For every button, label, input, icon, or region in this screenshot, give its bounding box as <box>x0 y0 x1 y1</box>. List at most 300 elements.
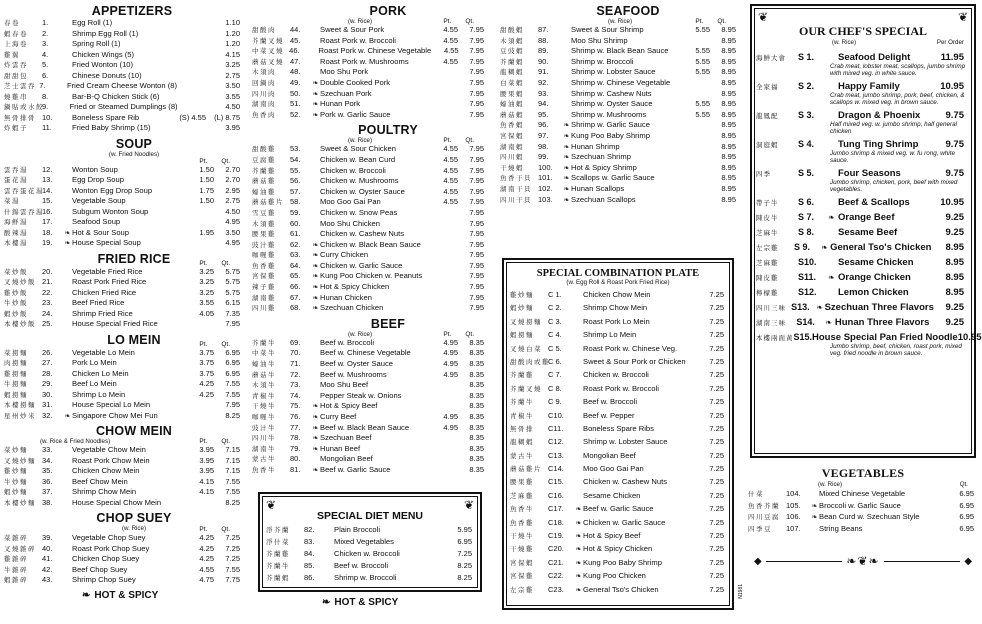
item-number: C10. <box>548 410 564 420</box>
item-number: 66. <box>290 282 301 292</box>
chop-suey-title: CHOP SUEY <box>96 511 172 525</box>
price-quart: 8.35 <box>469 337 484 347</box>
item-number: C22. <box>548 571 564 581</box>
chinese-name: 湖南牛 <box>252 444 276 453</box>
item-price: 9.25 <box>945 212 964 223</box>
menu-item <box>510 355 724 368</box>
item-code: S 1. <box>798 52 815 62</box>
item-name: House Special Fried Rice <box>72 319 158 328</box>
chili-pepper-icon: ❧ <box>312 403 319 411</box>
item-number: 46. <box>289 46 300 56</box>
chinese-name: 全家福 <box>756 83 779 91</box>
item-name: Chicken w. Garlic Sauce <box>320 260 403 270</box>
price-quart: 8.35 <box>469 369 484 379</box>
chinese-name: 魚香芥蘭 <box>748 501 780 510</box>
price-quart: 7.55 <box>225 476 240 486</box>
item-number: 22. <box>42 287 53 297</box>
price-quart: 7.15 <box>225 445 240 454</box>
item-number: 52. <box>290 109 301 119</box>
item-name: Singapore Chow Mei Fun <box>72 410 158 420</box>
item-name: Chicken w. Snow Peas <box>320 207 398 217</box>
item-name: Shrimp w. Chinese Vegetable <box>571 77 671 87</box>
chinese-name: 雞撈麵 <box>4 369 28 378</box>
menu-item <box>510 395 724 408</box>
item-name: General Tso's Chicken <box>830 242 932 253</box>
chinese-name: 蠔油雞 <box>252 187 276 196</box>
menu-item <box>4 477 240 488</box>
menu-item <box>510 435 724 448</box>
chinese-name: 咖喱牛 <box>252 413 276 421</box>
item-number: 37. <box>42 487 53 496</box>
menu-item <box>500 110 736 121</box>
menu-item <box>266 572 472 584</box>
chili-pepper-icon: ❧ <box>312 90 319 98</box>
item-number: 8. <box>42 91 49 101</box>
menu-item <box>500 99 736 110</box>
poultry-ptqt: Pt. Qt. <box>443 137 474 145</box>
chow-mein-subtitle: (w. Rice & Fried Noodles) <box>40 438 111 445</box>
menu-item <box>252 401 484 412</box>
per-order-label: Per Order <box>936 39 964 46</box>
item-number: C18. <box>548 517 564 527</box>
item-name: Hunan Three Flavors <box>834 317 930 328</box>
menu-item <box>252 423 484 434</box>
item-number: 104. <box>786 489 801 498</box>
item-code: S11. <box>798 272 817 282</box>
chinese-name: 白菜蝦 <box>500 78 524 87</box>
chinese-name: 豆豉蝦 <box>500 47 524 56</box>
menu-item <box>252 229 484 240</box>
item-name: Broccoli w. Garlic Sauce <box>819 500 901 510</box>
item-price: 8.95 <box>945 287 964 298</box>
item-number: 74. <box>290 390 301 400</box>
menu-item <box>510 556 724 569</box>
menu-item <box>500 120 736 131</box>
beef-ptqt: Pt. Qt. <box>443 330 474 338</box>
seafood-list <box>500 25 736 205</box>
chef-special-item <box>756 332 982 357</box>
price-pint: 5.55 <box>695 25 710 34</box>
chef-special-row <box>756 197 964 208</box>
item-number: 15. <box>42 196 53 205</box>
chinese-name: 雞雜碎 <box>4 555 28 563</box>
price-quart: 8.95 <box>721 25 736 34</box>
price-quart: 7.95 <box>225 319 240 328</box>
chinese-name: 中菜叉燒 <box>252 47 284 56</box>
price-quart: 8.95 <box>721 56 736 66</box>
price-pint: 4.95 <box>443 422 458 432</box>
combination-plate-subtitle: (w. Egg Roll & Roast Pork Fried Rice) <box>566 279 670 286</box>
price-pint: 4.55 <box>443 46 459 56</box>
column-3 <box>500 0 744 599</box>
menu-item <box>500 67 736 78</box>
chili-pepper-icon: ❧ <box>828 273 835 282</box>
chefs-special-box <box>750 4 982 458</box>
price-quart: 7.95 <box>469 109 484 119</box>
item-number: 103. <box>538 194 553 204</box>
item-number: 83. <box>304 537 315 546</box>
item-number: 93. <box>538 88 549 98</box>
price-quart: 7.95 <box>469 176 484 186</box>
chinese-name: 牛炒麵 <box>4 477 28 486</box>
chefs-special-title: OUR CHEF'S SPECIAL <box>798 24 928 38</box>
price-pint: 4.75 <box>199 575 214 584</box>
menu-item <box>4 60 240 71</box>
item-name: Scallops w. Garlic Sauce <box>571 173 655 183</box>
chili-pepper-icon: ❧ <box>312 79 319 87</box>
price-quart: 7.95 <box>469 250 484 260</box>
menu-item <box>4 277 240 288</box>
item-name: Szechuan Scallops <box>571 194 636 204</box>
item-number: 55. <box>290 165 301 175</box>
chinese-name: 四季 <box>756 170 771 178</box>
chinese-name: 魚香蝦 <box>500 121 524 130</box>
price-quart: 7.25 <box>709 477 724 487</box>
price-quart: 7.25 <box>709 571 724 581</box>
price-pint: 4.55 <box>443 176 458 186</box>
item-number: 71. <box>290 359 301 369</box>
chinese-name: 豆腐雞 <box>252 155 276 164</box>
item-name: Shrimp w. Lobster Sauce <box>571 67 656 77</box>
item-name: Chinese Donuts (10) <box>72 70 142 80</box>
price-quart: 7.25 <box>709 330 724 340</box>
price-quart: 2.70 <box>225 164 240 174</box>
chinese-name: 雪豆雞 <box>252 208 276 217</box>
menu-item <box>4 18 240 29</box>
menu-item <box>4 298 240 309</box>
price-quart: 3.25 <box>225 60 240 69</box>
menu-item <box>4 533 240 544</box>
item-name: House Special Pan Fried Noodle <box>812 332 958 343</box>
item-name: Shrimp w. Lobster Sauce <box>583 437 668 447</box>
chinese-name: 魚香雞 <box>510 518 534 527</box>
menu-item <box>510 382 724 395</box>
item-number: 63. <box>290 250 301 260</box>
chinese-name: 龍糊蝦 <box>500 68 524 77</box>
item-number: 67. <box>290 292 301 302</box>
price-quart: 7.25 <box>709 544 724 554</box>
seafood-ptqt: Pt. Qt. <box>695 18 726 25</box>
price-quart: 8.35 <box>469 359 484 369</box>
scroll-ornament-icon: ❧❦❧ <box>846 554 880 568</box>
price-quart: 8.25 <box>225 497 240 507</box>
menu-item <box>500 78 736 89</box>
price-quart: 8.95 <box>721 35 736 45</box>
price-pint: 4.55 <box>199 564 214 574</box>
menu-item <box>252 293 484 304</box>
chef-special-row <box>756 317 964 328</box>
price-quart: 5.75 <box>225 266 240 276</box>
chinese-name: 腰果雞 <box>252 230 276 239</box>
chili-pepper-icon: ❧ <box>575 519 582 527</box>
item-name: Hot & Spicy Beef <box>583 531 641 541</box>
chinese-name: 陳皮雞 <box>756 274 779 282</box>
chinese-name: 芝麻牛 <box>756 229 779 237</box>
menu-item <box>510 475 724 488</box>
item-price: 9.25 <box>945 302 964 313</box>
item-name: Fried Cream Cheese Wonton (8) <box>67 81 178 90</box>
menu-item <box>4 379 240 390</box>
item-name: Orange Beef <box>838 212 895 223</box>
vegetables-subtitle: (w. Rice) <box>818 481 843 488</box>
item-description: Jumbo shrimp & mixed veg. w. fu rong, white sauce. <box>830 150 955 164</box>
chili-pepper-icon: ❧ <box>828 213 835 222</box>
price-quart: 7.95 <box>469 229 484 239</box>
chinese-name: 豉汁牛 <box>252 423 276 432</box>
beef-title: BEEF <box>370 316 406 331</box>
price-quart: 7.25 <box>709 490 724 500</box>
chinese-name: 魚香干貝 <box>500 174 532 183</box>
price-pint: 1.95 <box>199 227 214 237</box>
item-number: 84. <box>304 549 315 558</box>
item-name: Bar-B-Q Chicken Stick (6) <box>72 91 160 101</box>
item-code: S 9. <box>793 242 810 252</box>
menu-item <box>252 166 484 177</box>
price-quart: 5.95 <box>457 525 472 534</box>
item-price: 8.95 <box>945 272 964 283</box>
chili-pepper-icon: ❧ <box>312 111 319 119</box>
chef-special-item <box>756 272 964 283</box>
price-pint: 4.25 <box>199 389 214 399</box>
price-quart: 6.95 <box>959 523 974 533</box>
item-number: 82. <box>304 525 315 534</box>
price-quart: 7.25 <box>709 517 724 527</box>
menu-item <box>4 81 240 92</box>
menu-item <box>500 46 736 57</box>
item-number: 27. <box>42 358 53 367</box>
chinese-name: 雲吞蛋花湯 <box>4 186 44 195</box>
chinese-name: 雞炒飯 <box>4 288 28 297</box>
price-quart: 8.95 <box>721 183 736 193</box>
item-number: 62. <box>290 239 301 249</box>
item-name: Moo Shu Beef <box>320 380 369 390</box>
menu-item <box>510 422 724 435</box>
chefs-special-subtitle: (w. Rice) <box>832 39 857 46</box>
item-name: Shrimp Chop Suey <box>72 575 136 584</box>
seafood-title: SEAFOOD <box>596 4 660 18</box>
chili-pepper-icon: ❧ <box>322 597 331 608</box>
item-code: S12. <box>798 287 817 297</box>
chinese-name: 菜撈麵 <box>4 348 28 357</box>
price-quart: 7.25 <box>225 554 240 563</box>
item-name: Szechuan Three Flavors <box>824 302 934 313</box>
item-name: Kung Poo Baby Shrimp <box>571 130 650 140</box>
item-price: 9.75 <box>945 168 964 179</box>
chinese-name: 中菜牛 <box>252 349 276 358</box>
item-number: 49. <box>290 77 301 87</box>
item-name: Vegetable Lo Mein <box>72 347 135 357</box>
item-name: Boneless Spare Rib <box>72 112 140 122</box>
item-number: 36. <box>42 476 53 486</box>
chinese-name: 甜酸肉 <box>252 26 276 34</box>
item-name: Shrimp Egg Roll (1) <box>72 28 139 38</box>
price-quart: 7.95 <box>469 186 484 196</box>
item-number: 92. <box>538 77 549 87</box>
item-number: 81. <box>290 464 301 474</box>
item-number: 88. <box>538 35 549 45</box>
chili-pepper-icon: ❧ <box>821 243 828 252</box>
chinese-name: 本樓撈麵 <box>4 401 36 409</box>
item-name: House Special Lo Mein <box>72 400 151 409</box>
price-pint: 3.25 <box>199 277 214 286</box>
menu-item <box>266 536 472 548</box>
chinese-name: 腰果蝦 <box>500 89 524 98</box>
chili-pepper-icon: ❧ <box>563 122 570 130</box>
item-name: Vegetable Soup <box>72 196 126 205</box>
price-quart: 6.95 <box>225 368 240 378</box>
item-name: Chicken w. Cashew Nuts <box>583 477 667 487</box>
menu-item <box>4 348 240 359</box>
price-quart: 8.95 <box>721 99 736 109</box>
chinese-name: 芥蘭蝦 <box>500 57 524 66</box>
chinese-name: 叉燒白菜 <box>510 344 542 353</box>
special-diet-title: SPECIAL DIET MENU <box>317 510 423 522</box>
chili-pepper-icon: ❧ <box>575 573 582 581</box>
menu-item <box>4 29 240 40</box>
menu-item <box>510 502 724 515</box>
price-pint: 4.25 <box>199 543 214 553</box>
menu-item <box>252 412 484 423</box>
chef-special-item <box>756 302 964 313</box>
chinese-name: 蝦撈麵 <box>510 331 534 340</box>
menu-item <box>252 250 484 261</box>
item-description: Jumbo shrimp, beef, chicken, roast pork, mixed veg. fried noodle in brown sauce. <box>830 343 962 357</box>
item-number: 85. <box>304 561 315 570</box>
chili-pepper-icon: ❧ <box>312 241 319 249</box>
menu-item <box>4 39 240 50</box>
menu-item <box>252 144 484 155</box>
item-number: 60. <box>290 218 301 228</box>
item-name: Chicken Lo Mein <box>72 368 129 378</box>
price-quart: 3.50 <box>225 81 241 90</box>
chinese-name: 無骨排 <box>510 424 534 433</box>
price-quart: 2.75 <box>225 70 240 80</box>
item-number: 68. <box>290 303 301 313</box>
price-quart: 7.25 <box>709 343 724 353</box>
price-quart: 7.25 <box>709 437 724 447</box>
item-price: 8.95 <box>945 242 964 253</box>
menu-item <box>252 282 484 293</box>
item-number: 64. <box>290 260 301 270</box>
chinese-name: 雞炒麵 <box>4 467 28 475</box>
item-name: Curry Chicken <box>320 250 369 260</box>
chinese-name: 回鍋肉 <box>252 78 276 87</box>
menu-item <box>252 433 484 444</box>
chinese-name: 四川三味 <box>756 304 786 312</box>
price-quart: 8.95 <box>721 67 736 77</box>
item-number: 50. <box>290 88 301 98</box>
menu-item <box>266 548 472 560</box>
item-number: C15. <box>548 477 564 487</box>
lo-mein-title: LO MEIN <box>107 332 161 347</box>
menu-item <box>500 57 736 68</box>
item-name: Shrimp w. Broccoli <box>334 573 397 582</box>
item-name: Shrimp Lo Mein <box>72 389 126 399</box>
price-quart: 7.55 <box>225 379 240 388</box>
item-number: 2. <box>42 28 49 38</box>
menu-item <box>510 315 724 328</box>
menu-item <box>4 445 240 456</box>
chef-special-row <box>756 227 964 238</box>
item-number: C 9. <box>548 397 562 407</box>
combination-plate-title: SPECIAL COMBINATION PLATE <box>536 268 700 279</box>
item-name: Sweet & Sour Pork or Chicken <box>583 356 686 366</box>
fried-rice-title: FRIED RICE <box>97 251 171 266</box>
menu-item <box>4 175 240 186</box>
item-name: Tung Ting Shrimp <box>838 139 919 150</box>
item-name: Beef w. Garlic Sauce <box>583 504 654 514</box>
menu-item <box>4 456 240 467</box>
price-quart: 8.95 <box>721 141 736 151</box>
item-name: Plain Broccoli <box>334 525 381 534</box>
price-pint: 4.55 <box>443 186 458 196</box>
item-name: Chicken Chow Mein <box>72 466 140 475</box>
chinese-name: 四川豆腐 <box>748 513 780 521</box>
item-number: 47. <box>290 56 301 66</box>
chinese-name: 四川干貝 <box>500 195 532 204</box>
chef-special-row <box>756 52 964 63</box>
chinese-name: 四川蝦 <box>500 153 524 162</box>
chinese-name: 芝麻雞 <box>510 491 534 500</box>
item-number: 61. <box>290 229 301 239</box>
chinese-name: 蒙古牛 <box>252 455 276 464</box>
chili-pepper-icon: ❧ <box>825 318 832 327</box>
price-quart: 7.95 <box>469 77 484 87</box>
poultry-list <box>252 144 484 314</box>
chinese-name: 蝦炒麵 <box>510 304 534 313</box>
price-quart: 8.25 <box>457 561 472 570</box>
menu-item <box>748 488 974 500</box>
chinese-name: 鍋貼或水餃 <box>4 103 44 111</box>
bottom-ornament: ◆ ❧❦❧ ◆ <box>754 554 973 568</box>
chinese-name: 湖南肉 <box>252 100 276 109</box>
item-name: Shrimp Chow Mein <box>583 303 648 313</box>
menu-item <box>252 99 484 110</box>
menu-item <box>4 309 240 320</box>
price-pint: 3.75 <box>199 368 214 378</box>
chili-pepper-icon: ❧ <box>312 101 319 109</box>
price-quart: 2.95 <box>225 185 240 195</box>
item-number: 30. <box>42 389 53 399</box>
chili-pepper-icon: ❧ <box>563 185 570 193</box>
chili-pepper-icon: ❧ <box>563 175 570 183</box>
menu-item <box>252 89 484 100</box>
price-quart: 7.95 <box>469 88 484 98</box>
price-quart: 1.10 <box>225 18 240 27</box>
menu-item <box>748 523 974 535</box>
chinese-name: 腰果雞 <box>510 478 534 487</box>
chinese-name: 上海卷 <box>4 40 28 48</box>
menu-item <box>510 489 724 502</box>
item-price: 8.95 <box>945 257 964 268</box>
menu-item <box>252 391 484 402</box>
butterfly-ornament-left: ❦ <box>266 498 277 512</box>
item-name: Moo Shu Pork <box>320 67 369 77</box>
chili-pepper-icon: ❧ <box>312 445 319 453</box>
menu-item <box>252 36 484 47</box>
item-name: Beef & Scallops <box>838 197 910 208</box>
price-quart: 7.95 <box>225 400 240 409</box>
price-quart: 8.95 <box>721 46 736 56</box>
price-quart: 7.95 <box>469 35 484 45</box>
chinese-name: 蒙古牛 <box>510 451 534 460</box>
chili-pepper-icon: ❧ <box>64 412 71 420</box>
chef-special-item <box>756 242 964 253</box>
menu-item <box>4 575 240 586</box>
price-quart: 8.35 <box>469 380 484 390</box>
item-number: 34. <box>42 455 53 465</box>
chinese-name: 春卷 <box>4 19 20 27</box>
